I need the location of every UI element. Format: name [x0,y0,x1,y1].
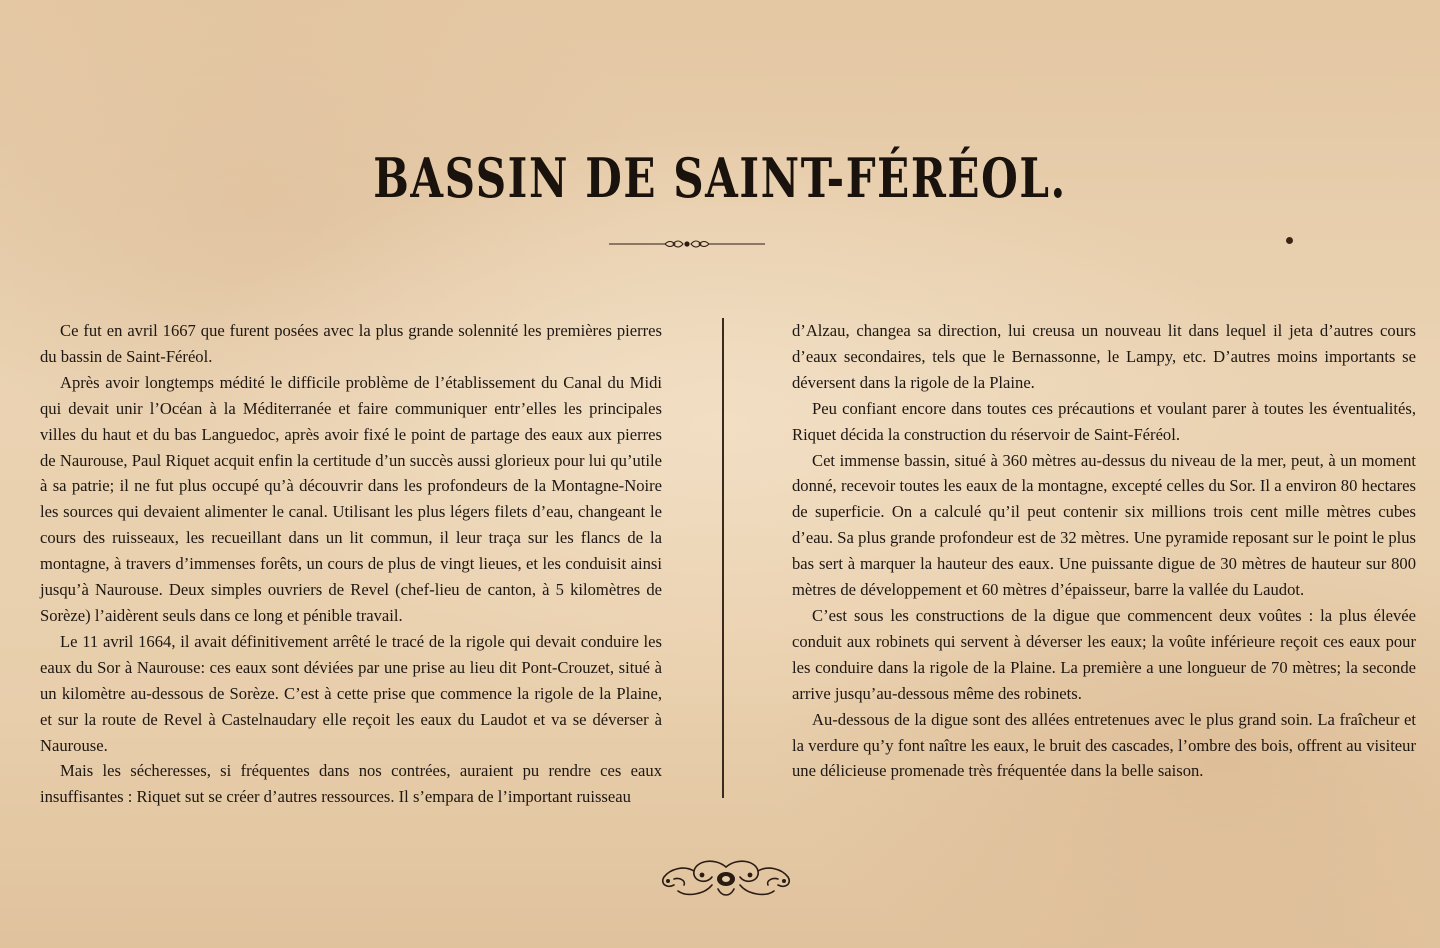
paragraph: d’Alzau, changea sa direction, lui creusa un nouveau lit dans lequel il jeta d’autres cours d’eaux secondaires, tels que le Bernassonne, le Lampy, etc. D’autres moins importants se déversent dans la rigole de la Plaine. [792,321,1416,392]
column-divider [722,318,724,798]
left-text-column [40,318,662,810]
right-text-column [792,318,1416,784]
paragraph: Cet immense bassin, situé à 360 mètres au-dessus du niveau de la mer, peut, à un moment donné, recevoir toutes les eaux de la montagne, excepté celles du Sor. Il a environ 80 hectares de superficie. On a calculé qu’il peut contenir six millions trois cent mille mètres cubes d’eau. Sa plus grande profondeur est de 32 mètres. Une pyramide reposant sur le point le plus bas sert à marquer la hauteur des eaux. Une puissante digue de 30 mètres de hauteur sur 800 mètres de développement et 60 mètres d’épaisseur, barre la vallée du Laudot. [792,450,1416,600]
paragraph: C’est sous les constructions de la digue que commencent deux voûtes : la plus élevée conduit aux robinets qui servent à déverser les eaux; la voûte inférieure reçoit ces eaux pour les conduire dans la rigole de la Plaine. La première a une longueur de 70 mètres; la seconde arrive jusqu’au-dessous même des robinets. [792,605,1416,703]
flourish-rule-icon [607,234,767,254]
ink-spot [1286,237,1293,244]
scroll-ornament-icon [656,855,796,903]
page-title: BASSIN DE SAINT-FÉRÉOL. [373,146,1067,210]
paragraph: Après avoir longtemps médité le difficile problème de l’établissement du Canal du Midi qui devait unir l’Océan à la Méditerranée et faire communiquer entr’elles les principales villes du haut et du bas Languedoc, après avoir fixé le point de partage des eaux aux pierres de Naurouse, Paul Riquet acquit enfin la certitude d’un succès aussi glorieux pour lui qu’utile à sa patrie; il ne fut plus occupé qu’à découvrir dans les profondeurs de la Montagne-Noire les sources qui devaient alimenter le canal. Utilisant les plus légers filets d’eau, changeant le cours des ruisseaux, les recueillant dans un lit commun, il leur traça sur les flancs de la montagne, à travers d’immenses forêts, un cours de plus de vingt lieues, et les conduisit ainsi jusqu’à Naurouse. Deux simples ouvriers de Revel (chef-lieu de canton, à 5 kilomètres de Sorèze) l’aidèrent seuls dans ce long et pénible travail. [40,372,662,625]
paragraph: Le 11 avril 1664, il avait définitivement arrêté le tracé de la rigole qui devait conduire les eaux du Sor à Naurouse: ces eaux sont déviées par une prise au lieu dit Pont-Crouzet, situé à un kilomètre au-dessous de Sorèze. C’est à cette prise que commence la rigole de la Plaine, et sur la route de Revel à Castelnaudary elle reçoit les eaux du Laudot et va se déverser à Naurouse. [40,631,662,755]
paragraph: Mais les sécheresses, si fréquentes dans nos contrées, auraient pu rendre ces eaux insuffisantes : Riquet sut se créer d’autres ressources. Il s’empara de l’important ruisseau [40,761,662,807]
paragraph: Au-dessous de la digue sont des allées entretenues avec le plus grand soin. La fraîcheur et la verdure qu’y font naître les eaux, le bruit des cascades, l’ombre des bois, offrent au visiteur une délicieuse promenade très fréquentée dans la belle saison. [792,709,1416,781]
paragraph: Ce fut en avril 1667 que furent posées avec la plus grande solennité les premières pierres du bassin de Saint-Féréol. [40,321,662,366]
paragraph: Peu confiant encore dans toutes ces précautions et voulant parer à toutes les éventualités, Riquet décida la construction du réservoir de Saint-Féréol. [792,398,1416,444]
